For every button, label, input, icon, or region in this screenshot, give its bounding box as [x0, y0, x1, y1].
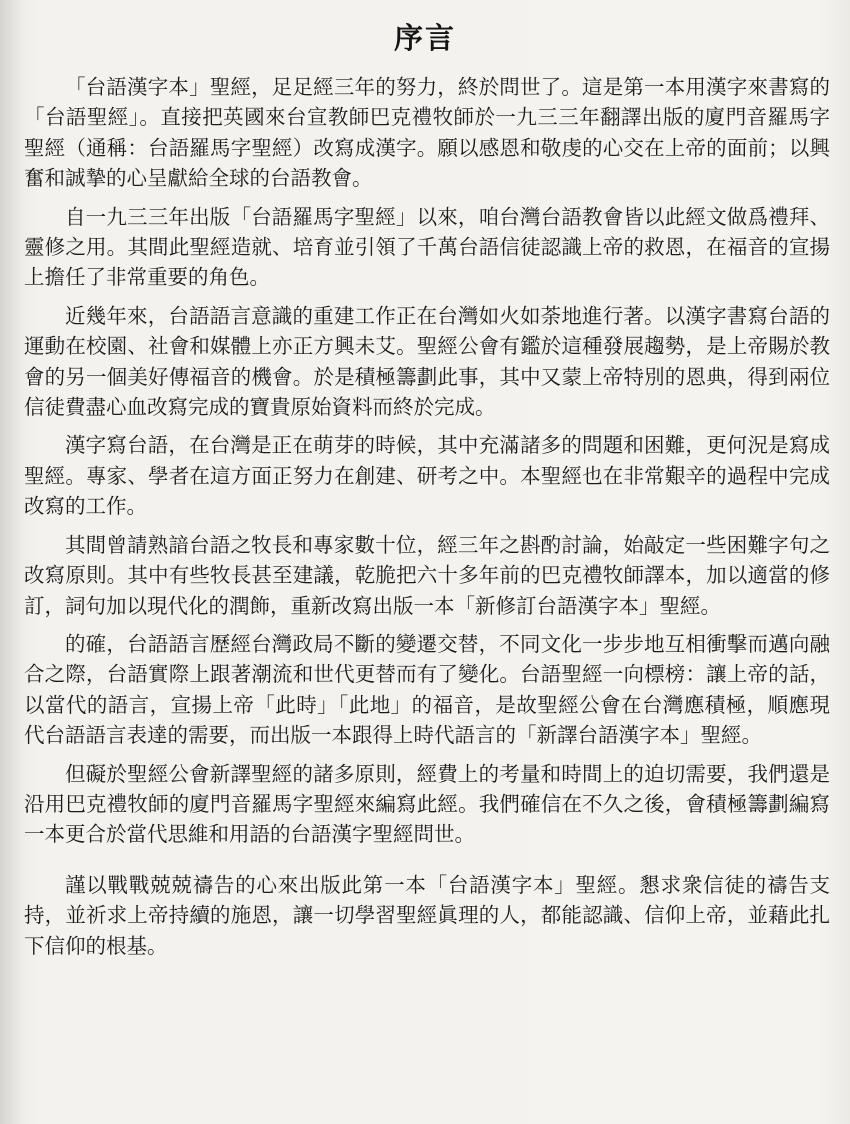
- paragraph-1: 「台語漢字本」聖經，足足經三年的努力，終於問世了。這是第一本用漢字來書寫的「台語聖經」。直接把英國來台宣教師巴克禮牧師於一九三三年翻譯出版的廈門音羅馬字聖經（通稱：台語羅馬字聖經）改寫成漢字。願以感恩和敬虔的心交在上帝的面前；以興奮和誠摯的心呈獻給全球的台語教會。: [24, 75, 830, 191]
- binding-shadow: [0, 0, 22, 1124]
- paragraph-4: 漢字寫台語，在台灣是正在萌芽的時候，其中充滿諸多的問題和困難，更何況是寫成聖經。專家、學者在這方面正努力在創建、研考之中。本聖經也在非常艱辛的過程中完成改寫的工作。: [24, 433, 830, 519]
- paragraph-8: 謹以戰戰兢兢禱告的心來出版此第一本「台語漢字本」聖經。懇求衆信徒的禱告支持，並祈求上帝持續的施恩，讓一切學習聖經眞理的人，都能認識、信仰上帝，並藉此扎下信仰的根基。: [24, 872, 830, 958]
- paragraph-7: 但礙於聖經公會新譯聖經的諸多原則，經費上的考量和時間上的迫切需要，我們還是沿用巴克禮牧師的廈門音羅馬字聖經來編寫此經。我們確信在不久之後，會積極籌劃編寫一本更合於當代思維和用語的台語漢字聖經問世。: [24, 761, 830, 847]
- page-title: 序言: [393, 21, 456, 55]
- paragraph-3: 近幾年來，台語語言意識的重建工作正在台灣如火如荼地進行著。以漢字書寫台語的運動在校園、社會和媒體上亦正方興未艾。聖經公會有鑑於這種發展趨勢，是上帝賜於教會的另一個美好傳福音的機會。於是積極籌劃此事，其中又蒙上帝特別的恩典，得到兩位信徒費盡心血改寫完成的寶貴原始資料而終於完成。: [24, 303, 830, 420]
- paragraph-2: 自一九三三年出版「台語羅馬字聖經」以來，咱台灣台語教會皆以此經文做爲禮拜、靈修之用。其間此聖經造就、培育並引領了千萬台語信徒認識上帝的救恩，在福音的宣揚上擔任了非常重要的角色。: [24, 204, 830, 290]
- paragraph-5: 其間曾請熟諳台語之牧長和專家數十位，經三年之斟酌討論，始敲定一些困難字句之改寫原則。其中有些牧長甚至建議，乾脆把六十多年前的巴克禮牧師譯本，加以適當的修訂，詞句加以現代化的潤飾，重新改寫出版一本「新修訂台語漢字本」聖經。: [24, 532, 830, 618]
- paragraph-6: 的確，台語語言歷經台灣政局不斷的變遷交替，不同文化一步步地互相衝擊而邁向融合之際，台語實際上跟著潮流和世代更替而有了變化。台語聖經一向標榜：讓上帝的話，以當代的語言，宣揚上帝「此時」「此地」的福音，是故聖經公會在台灣應積極，順應現代台語語言表達的需要，而出版一本跟得上時代語言的「新譯台語漢字本」聖經。: [24, 631, 830, 748]
- preface-body: [24, 72, 830, 969]
